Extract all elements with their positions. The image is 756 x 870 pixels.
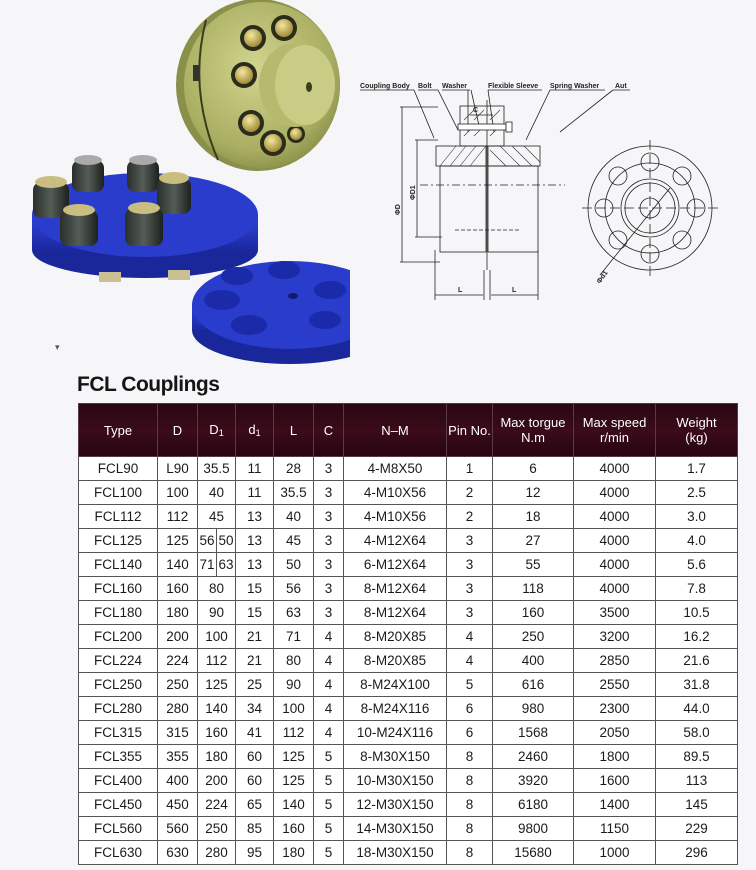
cell-type: FCL160 (79, 577, 158, 601)
header-weight: Weight (kg) (656, 404, 738, 457)
cell-nm: 14-M30X150 (344, 817, 447, 841)
cell-weight: 10.5 (656, 601, 738, 625)
cell-weight: 1.7 (656, 457, 738, 481)
cell-l: 112 (274, 721, 314, 745)
cell-c: 3 (314, 601, 344, 625)
cell-d: 560 (158, 817, 198, 841)
cell-max-speed: 1150 (574, 817, 656, 841)
product-photos (0, 0, 350, 370)
cell-d: 450 (158, 793, 198, 817)
cell-max-torque: 1568 (493, 721, 574, 745)
cell-pin-no: 5 (447, 673, 493, 697)
table-row (79, 721, 738, 745)
cell-d: 200 (158, 625, 198, 649)
cell-d1-outer-part: 50 (218, 533, 234, 548)
cell-type: FCL224 (79, 649, 158, 673)
cell-d1-outer: 140 (198, 697, 236, 721)
cell-c: 3 (314, 553, 344, 577)
cell-d: 630 (158, 841, 198, 865)
cell-pin-no: 1 (447, 457, 493, 481)
cell-max-torque: 160 (493, 601, 574, 625)
cell-max-torque: 15680 (493, 841, 574, 865)
cell-max-speed: 2550 (574, 673, 656, 697)
cell-type: FCL200 (79, 625, 158, 649)
cell-nm: 10-M30X150 (344, 769, 447, 793)
cell-d1-outer: 80 (198, 577, 236, 601)
cell-max-speed: 2050 (574, 721, 656, 745)
svg-text:Flexible Sleeve: Flexible Sleeve (488, 83, 539, 90)
cell-max-torque: 2460 (493, 745, 574, 769)
cell-weight: 4.0 (656, 529, 738, 553)
table-row (79, 841, 738, 865)
cell-c: 5 (314, 769, 344, 793)
table-row (79, 601, 738, 625)
cell-pin-no: 8 (447, 841, 493, 865)
cell-pin-no: 3 (447, 577, 493, 601)
header-pin-no: Pin No. (447, 404, 493, 457)
svg-text:ΦD: ΦD (395, 204, 402, 215)
table-row (79, 577, 738, 601)
cell-pin-no: 6 (447, 721, 493, 745)
cell-d1-outer-part: 56 (198, 529, 217, 552)
cell-pin-no: 8 (447, 817, 493, 841)
cell-d: 100 (158, 481, 198, 505)
cell-weight: 44.0 (656, 697, 738, 721)
cell-d1-outer: 112 (198, 649, 236, 673)
cell-type: FCL180 (79, 601, 158, 625)
header-d1-bore: $d_1$ (236, 404, 274, 457)
cell-d: 355 (158, 745, 198, 769)
table-row (79, 457, 738, 481)
front-view (582, 140, 718, 276)
cell-type: FCL90 (79, 457, 158, 481)
cell-nm: 8-M12X64 (344, 601, 447, 625)
cell-max-torque: 12 (493, 481, 574, 505)
cell-max-torque: 118 (493, 577, 574, 601)
cell-c: 3 (314, 505, 344, 529)
cell-nm: 6-M12X64 (344, 553, 447, 577)
table-row (79, 529, 738, 553)
cell-max-speed: 4000 (574, 577, 656, 601)
cell-d1-outer (198, 529, 236, 553)
cross-section-drawing (350, 70, 756, 310)
cell-l: 50 (274, 553, 314, 577)
cell-nm: 8-M24X116 (344, 697, 447, 721)
cell-l: 56 (274, 577, 314, 601)
cell-l: 90 (274, 673, 314, 697)
cell-l: 125 (274, 769, 314, 793)
svg-text:Φd1: Φd1 (595, 269, 610, 286)
cell-c: 5 (314, 745, 344, 769)
cell-nm: 18-M30X150 (344, 841, 447, 865)
cell-l: 35.5 (274, 481, 314, 505)
spec-table (78, 403, 738, 865)
cell-type: FCL112 (79, 505, 158, 529)
cell-c: 3 (314, 577, 344, 601)
cell-type: FCL400 (79, 769, 158, 793)
cell-d1-bore: 15 (236, 601, 274, 625)
cell-d1-bore: 60 (236, 745, 274, 769)
header-c: C (314, 404, 344, 457)
cell-max-torque: 18 (493, 505, 574, 529)
cell-nm: 4-M10X56 (344, 505, 447, 529)
cell-type: FCL450 (79, 793, 158, 817)
cell-d1-outer: 280 (198, 841, 236, 865)
cell-d: 125 (158, 529, 198, 553)
cell-max-torque: 6180 (493, 793, 574, 817)
cell-nm: 10-M24X116 (344, 721, 447, 745)
blue-flange-with-holes (192, 261, 350, 364)
cell-max-torque: 980 (493, 697, 574, 721)
cell-d1-bore: 21 (236, 649, 274, 673)
blue-flange-with-pins (32, 155, 258, 282)
cell-type: FCL250 (79, 673, 158, 697)
cell-nm: 4-M10X56 (344, 481, 447, 505)
cell-max-torque: 27 (493, 529, 574, 553)
svg-text:Bolt: Bolt (418, 83, 432, 90)
cell-c: 4 (314, 673, 344, 697)
cell-type: FCL630 (79, 841, 158, 865)
cell-type: FCL100 (79, 481, 158, 505)
cell-d1-bore: 11 (236, 457, 274, 481)
cell-l: 100 (274, 697, 314, 721)
cell-d1-bore: 34 (236, 697, 274, 721)
cell-d1-bore: 13 (236, 529, 274, 553)
cell-d1-outer: 45 (198, 505, 236, 529)
technical-diagram (350, 70, 756, 310)
cell-l: 40 (274, 505, 314, 529)
table-row (79, 625, 738, 649)
page-title: FCL Couplings (77, 373, 220, 396)
cell-d1-bore: 65 (236, 793, 274, 817)
cell-d1-outer: 200 (198, 769, 236, 793)
cell-type: FCL125 (79, 529, 158, 553)
table-row (79, 697, 738, 721)
cell-pin-no: 8 (447, 769, 493, 793)
cell-nm: 8-M30X150 (344, 745, 447, 769)
cell-l: 63 (274, 601, 314, 625)
svg-text:▾: ▾ (55, 342, 60, 352)
table-row (79, 817, 738, 841)
cell-weight: 16.2 (656, 625, 738, 649)
svg-text:Coupling Body: Coupling Body (360, 83, 410, 90)
cell-weight: 113 (656, 769, 738, 793)
cell-l: 80 (274, 649, 314, 673)
cell-type: FCL280 (79, 697, 158, 721)
svg-text:Washer: Washer (442, 83, 468, 90)
cell-l: 140 (274, 793, 314, 817)
cell-pin-no: 6 (447, 697, 493, 721)
cell-pin-no: 3 (447, 601, 493, 625)
cell-max-speed: 3200 (574, 625, 656, 649)
cell-max-speed: 1400 (574, 793, 656, 817)
cell-weight: 21.6 (656, 649, 738, 673)
cell-nm: 8-M12X64 (344, 577, 447, 601)
cell-d1-outer-part: 63 (218, 557, 234, 572)
table-row (79, 673, 738, 697)
table-row (79, 769, 738, 793)
cell-pin-no: 4 (447, 625, 493, 649)
cell-type: FCL355 (79, 745, 158, 769)
table-row (79, 649, 738, 673)
cell-d1-bore: 25 (236, 673, 274, 697)
cell-weight: 145 (656, 793, 738, 817)
cell-l: 160 (274, 817, 314, 841)
cell-weight: 89.5 (656, 745, 738, 769)
cell-d1-outer: 180 (198, 745, 236, 769)
cell-d1-outer (198, 553, 236, 577)
cell-d: 315 (158, 721, 198, 745)
cell-max-torque: 616 (493, 673, 574, 697)
cell-weight: 58.0 (656, 721, 738, 745)
header-max-speed: Max speed r/min (574, 404, 656, 457)
cell-nm: 12-M30X150 (344, 793, 447, 817)
cell-d: 280 (158, 697, 198, 721)
svg-text:Aut: Aut (615, 83, 627, 90)
header-d1-outer: $D_1$ (198, 404, 236, 457)
cell-c: 4 (314, 649, 344, 673)
cell-max-speed: 4000 (574, 457, 656, 481)
header-d: D (158, 404, 198, 457)
cell-type: FCL560 (79, 817, 158, 841)
cell-d1-outer: 224 (198, 793, 236, 817)
cell-type: FCL315 (79, 721, 158, 745)
cell-max-torque: 55 (493, 553, 574, 577)
cell-l: 71 (274, 625, 314, 649)
cell-weight: 229 (656, 817, 738, 841)
svg-text:C: C (473, 107, 479, 114)
cell-max-torque: 400 (493, 649, 574, 673)
cell-max-speed: 2300 (574, 697, 656, 721)
assembled-coupling (176, 0, 340, 171)
cell-weight: 3.0 (656, 505, 738, 529)
cell-nm: 8-M20X85 (344, 625, 447, 649)
cell-max-speed: 4000 (574, 505, 656, 529)
header-l: L (274, 404, 314, 457)
cell-d1-bore: 60 (236, 769, 274, 793)
cell-weight: 2.5 (656, 481, 738, 505)
cell-c: 5 (314, 793, 344, 817)
cell-d1-outer-part: 71 (198, 553, 217, 576)
cell-max-torque: 9800 (493, 817, 574, 841)
cell-d1-outer: 40 (198, 481, 236, 505)
table-row (79, 745, 738, 769)
cell-max-torque: 250 (493, 625, 574, 649)
cell-d1-outer: 250 (198, 817, 236, 841)
cell-c: 5 (314, 841, 344, 865)
cell-d1-outer: 125 (198, 673, 236, 697)
cell-nm: 8-M20X85 (344, 649, 447, 673)
header-nm: N–M (344, 404, 447, 457)
cell-weight: 7.8 (656, 577, 738, 601)
cell-d1-outer: 160 (198, 721, 236, 745)
cell-d1-bore: 13 (236, 505, 274, 529)
cell-d: 400 (158, 769, 198, 793)
cell-max-speed: 1800 (574, 745, 656, 769)
cell-c: 3 (314, 481, 344, 505)
cell-d1-outer: 100 (198, 625, 236, 649)
cell-max-speed: 4000 (574, 481, 656, 505)
cell-d1-bore: 11 (236, 481, 274, 505)
cell-weight: 296 (656, 841, 738, 865)
cell-l: 125 (274, 745, 314, 769)
cell-c: 4 (314, 625, 344, 649)
cell-nm: 8-M24X100 (344, 673, 447, 697)
cell-d: 112 (158, 505, 198, 529)
cell-d1-bore: 41 (236, 721, 274, 745)
table-row (79, 553, 738, 577)
cell-c: 3 (314, 529, 344, 553)
cell-max-speed: 1600 (574, 769, 656, 793)
cell-c: 4 (314, 697, 344, 721)
header-max-torque: Max torgue N.m (493, 404, 574, 457)
cell-d: 224 (158, 649, 198, 673)
cell-d: 160 (158, 577, 198, 601)
cell-max-torque: 3920 (493, 769, 574, 793)
table-header-row (79, 404, 738, 457)
cell-d: L90 (158, 457, 198, 481)
cell-c: 4 (314, 721, 344, 745)
cell-l: 28 (274, 457, 314, 481)
cell-weight: 5.6 (656, 553, 738, 577)
cell-d1-bore: 13 (236, 553, 274, 577)
cell-pin-no: 3 (447, 529, 493, 553)
table-row (79, 793, 738, 817)
cell-pin-no: 4 (447, 649, 493, 673)
cell-c: 5 (314, 817, 344, 841)
cell-d1-outer: 90 (198, 601, 236, 625)
cell-max-speed: 4000 (574, 553, 656, 577)
cell-pin-no: 3 (447, 553, 493, 577)
svg-text:Spring Washer: Spring Washer (550, 83, 600, 90)
svg-text:L: L (512, 287, 517, 294)
cell-type: FCL140 (79, 553, 158, 577)
cell-d1-bore: 21 (236, 625, 274, 649)
cell-pin-no: 8 (447, 745, 493, 769)
cell-d1-bore: 15 (236, 577, 274, 601)
cell-max-speed: 2850 (574, 649, 656, 673)
cell-max-speed: 4000 (574, 529, 656, 553)
cell-pin-no: 2 (447, 505, 493, 529)
cell-d: 180 (158, 601, 198, 625)
svg-text:L: L (458, 287, 463, 294)
cell-l: 180 (274, 841, 314, 865)
cell-max-speed: 1000 (574, 841, 656, 865)
cell-l: 45 (274, 529, 314, 553)
cell-d1-bore: 95 (236, 841, 274, 865)
cell-nm: 4-M12X64 (344, 529, 447, 553)
cell-nm: 4-M8X50 (344, 457, 447, 481)
cell-d1-outer: 35.5 (198, 457, 236, 481)
coupling-photo-image (0, 0, 350, 370)
cell-weight: 31.8 (656, 673, 738, 697)
table-body (79, 457, 738, 865)
cell-pin-no: 2 (447, 481, 493, 505)
cell-max-torque: 6 (493, 457, 574, 481)
cell-d: 140 (158, 553, 198, 577)
cell-c: 3 (314, 457, 344, 481)
header-type: Type (79, 404, 158, 457)
cell-d: 250 (158, 673, 198, 697)
table-row (79, 505, 738, 529)
cell-d1-bore: 85 (236, 817, 274, 841)
cell-pin-no: 8 (447, 793, 493, 817)
svg-text:ΦD1: ΦD1 (410, 185, 417, 200)
cell-max-speed: 3500 (574, 601, 656, 625)
table-row (79, 481, 738, 505)
